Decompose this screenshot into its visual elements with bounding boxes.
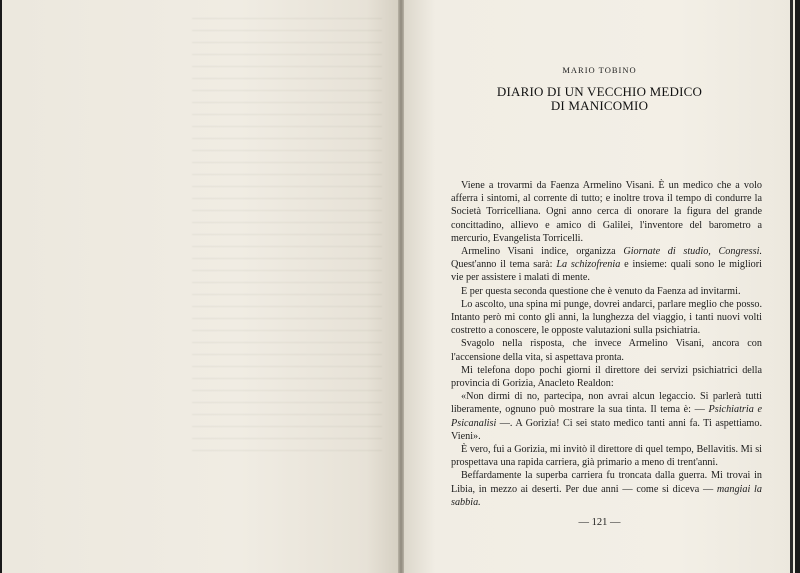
paragraph-text: Svagolo nella risposta, che invece Armelino Visani, ancora con l'accensione della vita, si aspettava pronta. (451, 338, 762, 363)
italic-text: Giornate di studio, Congressi. (623, 246, 762, 258)
italic-text: mangiai la sabbia. (451, 483, 762, 508)
paragraph (451, 469, 762, 509)
body-text (451, 179, 762, 509)
running-head: MARIO TOBINO (562, 65, 637, 75)
chapter-title-line-2: DI MANICOMIO (550, 98, 649, 113)
paragraph-text: Viene a trovarmi da Faenza Armelino Visani. È un medico che a volo afferra i sintomi, al corrente di tutto; e inoltre trova il tempo di condurre la Società Torricelliana. Ogni anno cerca di onorare la figura del grande concittadino, allievo e amico di Galilei, l'inventore del barometro a mercurio, Evangelista Torricelli. (451, 180, 762, 244)
paragraph (451, 285, 762, 298)
paragraph (451, 443, 762, 469)
paragraph (451, 245, 762, 285)
paragraph (451, 179, 762, 245)
page-edge (790, 0, 793, 573)
paragraph-text: e insieme: quali sono le migliori vie per assistere i malati di mente. (451, 259, 762, 284)
paragraph-text: È vero, fui a Gorizia, mi invitò il direttore di quel tempo, Bellavitis. Mi si prospettava una rapida carriera, già primario a meno di trent'anni. (451, 444, 762, 469)
chapter-title-line-1: DIARIO DI UN VECCHIO MEDICO (496, 84, 703, 99)
paragraph-text: «Non dirmi di no, partecipa, non avrai alcun legaccio. Si parlerà tutti liberamente, ognuno può mostrare la sua tinta. Il tema è: — (451, 391, 762, 416)
paragraph (451, 298, 762, 338)
paragraph-text: Beffardamente la superba carriera fu troncata dalla guerra. Mi trovai in Libia, in mezzo ai deserti. Per due anni — come si diceva — (451, 470, 762, 495)
chapter-title (404, 85, 795, 113)
paragraph (451, 364, 762, 390)
paragraph-text: Mi telefona dopo pochi giorni il direttore dei servizi psichiatrici della provincia di Gorizia, Anacleto Realdon: (451, 364, 762, 390)
show-through-text (192, 18, 382, 458)
page-number: — 121 — (578, 517, 621, 528)
italic-text: La schizofrenia (556, 259, 621, 271)
left-page (2, 0, 398, 573)
paragraph-text: E per questa seconda questione che è venuto da Faenza ad invitarmi. (461, 285, 741, 297)
paragraph-text: —. A Gorizia! Ci sei stato medico tanti anni fa. Ti aspettiamo. Vieni». (451, 417, 762, 442)
italic-text: Psichiatria e Psicanalisi (451, 404, 762, 429)
paragraph (451, 337, 762, 363)
paragraph (451, 390, 762, 443)
right-page (404, 0, 795, 573)
paragraph-text: Lo ascolto, una spina mi punge, dovrei andarci, parlare meglio che posso. Intanto però mi conto gli anni, la lunghezza del viaggio, i tanti nuovi volti costretto a conoscere, le opposte valutazioni sulla psichiatria. (451, 298, 762, 337)
book-spread (2, 0, 795, 573)
paragraph-text: Quest'anno il tema sarà: (451, 259, 557, 271)
paragraph-text: Armelino Visani indice, organizza (461, 246, 624, 258)
